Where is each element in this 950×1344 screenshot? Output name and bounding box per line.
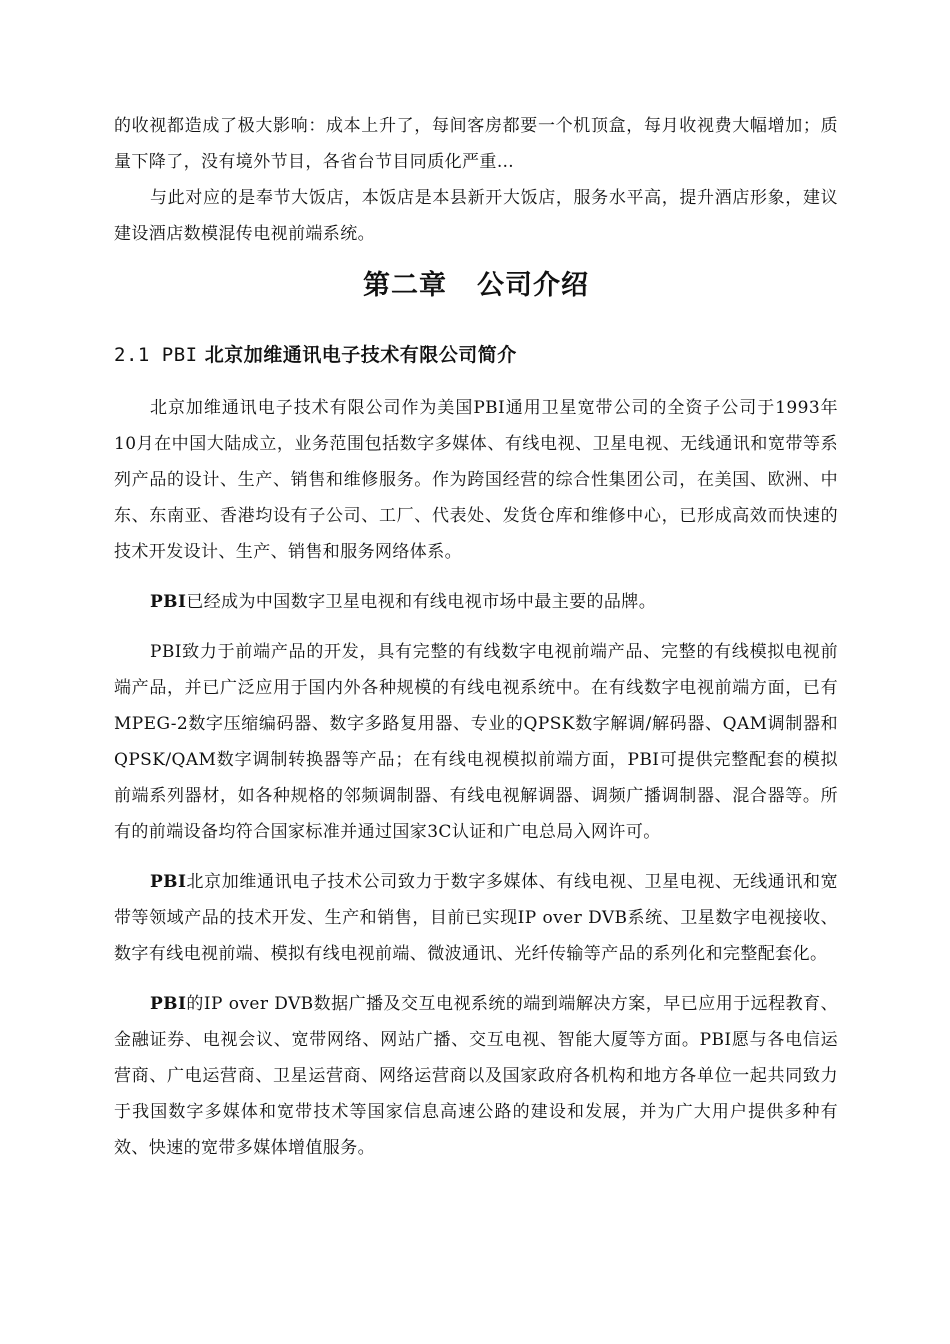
section-heading <box>114 338 838 390</box>
brand-text: 已经成为中国数字卫星电视和有线电视市场中最主要的品牌。 <box>186 592 657 612</box>
document-content <box>114 108 838 1166</box>
paragraph-headend-products: PBI致力于前端产品的开发，具有完整的有线数字电视前端产品、完整的有线模拟电视前端产品，并已广泛应用于国内外各种规模的有线电视系统中。在有线数字电视前端方面，已有MPEG-2数字压缩编码器、数字多路复用器、专业的QPSK数字解调/解码器、QAM调制器和QPSK/QAM数字调制转换器等产品；在有线电视模拟前端方面，PBI可提供完整配套的模拟前端系列器材，如各种规格的邻频调制器、有线电视解调器、调频广播调制器、混合器等。所有的前端设备均符合国家标准并通过国家3C认证和广电总局入网许可。 <box>114 642 838 842</box>
tech-text: 北京加维通讯电子技术公司致力于数字多媒体、有线电视、卫星电视、无线通讯和宽带等领域产品的技术开发、生产和销售，目前已实现IP over DVB系统、卫星数字电视接收、数字有线电视前端、模拟有线电视前端、微波通讯、光纤传输等产品的系列化和完整配套化。 <box>114 872 838 964</box>
paragraph-continuation: 的收视都造成了极大影响：成本上升了，每间客房都要一个机顶盒，每月收视费大幅增加；质量下降了，没有境外节目，各省台节目同质化严重… <box>114 116 838 172</box>
section-title: 北京加维通讯电子技术有限公司简介 <box>204 344 517 366</box>
solutions-lead: PBI <box>150 994 187 1014</box>
brand-lead: PBI <box>150 592 187 612</box>
paragraph-solutions <box>114 986 838 1166</box>
paragraph-hotel-proposal: 与此对应的是奉节大饭店，本饭店是本县新开大饭店，服务水平高，提升酒店形象，建议建设酒店数模混传电视前端系统。 <box>114 188 838 244</box>
tech-lead: PBI <box>150 872 187 892</box>
chapter-title: 公司介绍 <box>477 270 589 301</box>
paragraph-brand <box>114 584 838 620</box>
solutions-text: 的IP over DVB数据广播及交互电视系统的端到端解决方案，早已应用于远程教育、金融证券、电视会议、宽带网络、网站广播、交互电视、智能大厦等方面。PBI愿与各电信运营商、广电运营商、卫星运营商、网络运营商以及国家政府各机构和地方各单位一起共同致力于我国数字多媒体和宽带技术等国家信息高速公路的建设和发展，并为广大用户提供多种有效、快速的宽带多媒体增值服务。 <box>114 994 838 1158</box>
paragraph-company-intro: 北京加维通讯电子技术有限公司作为美国PBI通用卫星宽带公司的全资子公司于1993年10月在中国大陆成立，业务范围包括数字多媒体、有线电视、卫星电视、无线通讯和宽带等系列产品的设计、生产、销售和维修服务。作为跨国经营的综合性集团公司，在美国、欧洲、中东、东南亚、香港均设有子公司、工厂、代表处、发货仓库和维修中心，已形成高效而快速的技术开发设计、生产、销售和服务网络体系。 <box>114 398 838 562</box>
paragraph-tech-development <box>114 864 838 972</box>
section-number: 2.1 PBI <box>114 344 198 366</box>
chapter-heading <box>114 252 838 338</box>
chapter-number: 第二章 <box>363 270 447 301</box>
